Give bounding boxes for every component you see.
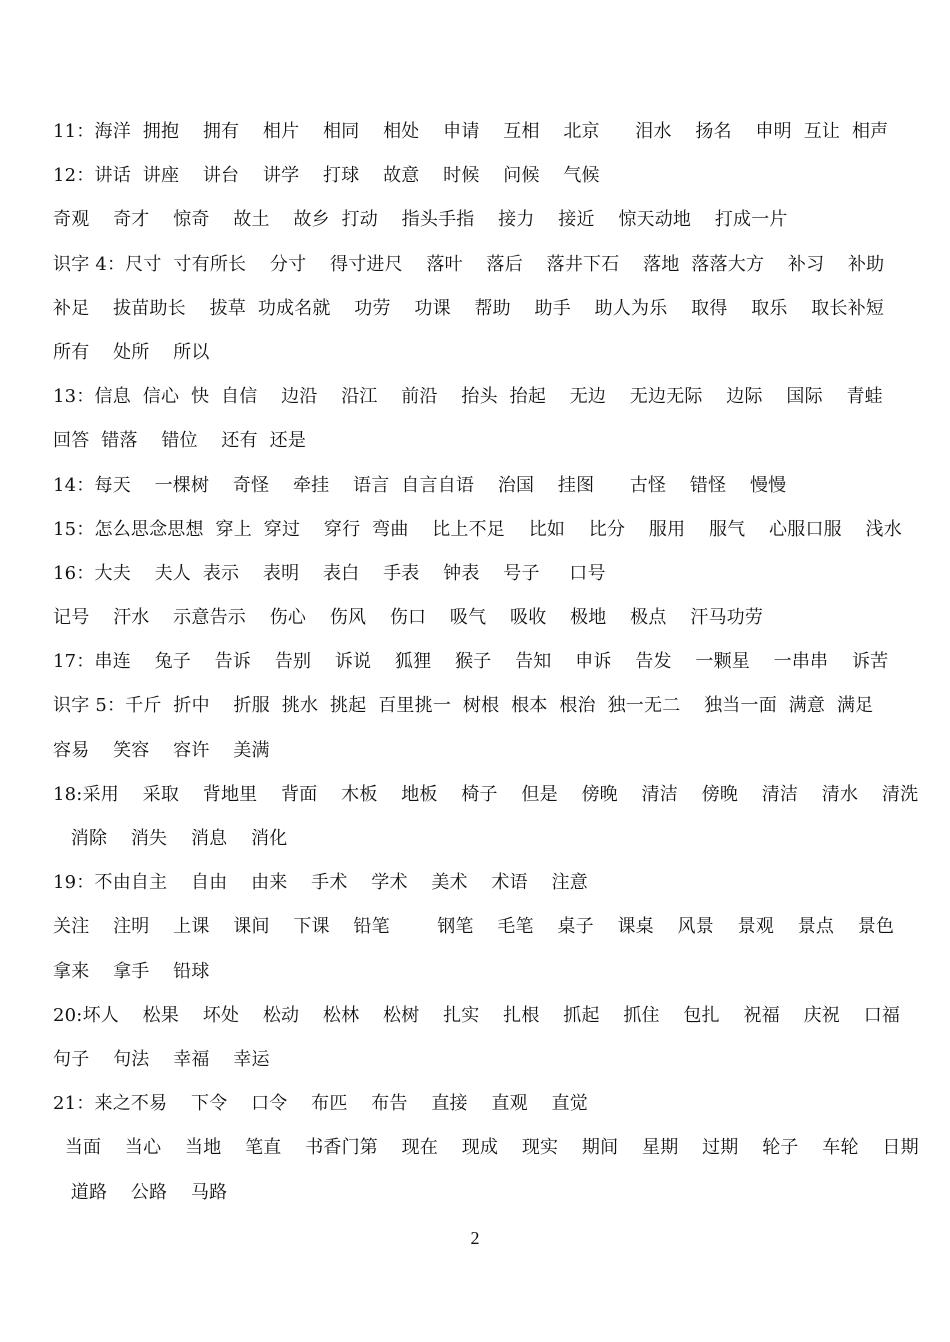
text-line: 道路 公路 马路 bbox=[53, 1181, 228, 1203]
text-line: 20:坏人 松果 坏处 松动 松林 松树 扎实 扎根 抓起 抓住 包扎 祝福 庆祝 口福 bbox=[53, 1004, 901, 1026]
text-line: 补足 拔苗助长 拔草 功成名就 功劳 功课 帮助 助手 助人为乐 取得 取乐 取长补短 bbox=[53, 297, 885, 319]
text-line: 拿来 拿手 铅球 bbox=[53, 960, 210, 982]
text-line: 14：每天 一棵树 奇怪 牵挂 语言 自言自语 治国 挂图 古怪 错怪 慢慢 bbox=[53, 474, 787, 496]
text-line: 消除 消失 消息 消化 bbox=[53, 828, 288, 849]
text-line: 21：来之不易 下令 口令 布匹 布告 直接 直观 直觉 bbox=[53, 1093, 588, 1115]
text-line: 关注 注明 上课 课间 下课 铅笔 钢笔 毛笔 桌子 课桌 风景 景观 景点 景色 bbox=[53, 916, 895, 938]
text-line: 识字 4：尺寸 寸有所长 分寸 得寸进尺 落叶 落后 落井下石 落地 落落大方 补习 补助 bbox=[53, 253, 885, 275]
text-line: 19：不由自主 自由 由来 手术 学术 美术 术语 注意 bbox=[53, 872, 588, 894]
text-line: 所有 处所 所以 bbox=[53, 341, 210, 363]
text-line: 句子 句法 幸福 幸运 bbox=[53, 1048, 270, 1070]
text-line: 当面 当心 当地 笔直 书香门第 现在 现成 现实 期间 星期 过期 轮子 车轮 日期 bbox=[53, 1137, 919, 1159]
text-line: 容易 笑容 容许 美满 bbox=[53, 739, 270, 761]
text-line: 15：怎么思念思想 穿上 穿过 穿行 弯曲 比上不足 比如 比分 服用 服气 心服口服 浅水 bbox=[53, 518, 902, 540]
text-line: 11：海洋 拥抱 拥有 相片 相同 相处 申请 互相 北京 泪水 扬名 申明 互让 相声 bbox=[53, 121, 889, 142]
text-line: 13：信息 信心 快 自信 边沿 沿江 前沿 抬头 抬起 无边 无边无际 边际 国际 青蛙 bbox=[53, 386, 883, 408]
word-list bbox=[53, 116, 919, 1221]
text-line: 奇观 奇才 惊奇 故土 故乡 打动 指头手指 接力 接近 惊天动地 打成一片 bbox=[53, 209, 788, 231]
text-line: 12：讲话 讲座 讲台 讲学 打球 故意 时候 问候 气候 bbox=[53, 165, 600, 187]
text-line: 回答 错落 错位 还有 还是 bbox=[53, 430, 307, 452]
text-line: 识字 5：千斤 折中 折服 挑水 挑起 百里挑一 树根 根本 根治 独一无二 独当一面 满意 满足 bbox=[53, 695, 874, 717]
text-line: 17：串连 兔子 告诉 告别 诉说 狐狸 猴子 告知 申诉 告发 一颗星 一串串 诉苦 bbox=[53, 651, 889, 673]
text-line: 18:采用 采取 背地里 背面 木板 地板 椅子 但是 傍晚 清洁 傍晚 清洁 清水 清洗 bbox=[53, 783, 919, 805]
text-line: 记号 汗水 示意告示 伤心 伤风 伤口 吸气 吸收 极地 极点 汗马功劳 bbox=[53, 607, 764, 629]
text-line: 16：大夫 夫人 表示 表明 表白 手表 钟表 号子 口号 bbox=[53, 562, 606, 584]
page-number: 2 bbox=[470, 1228, 480, 1248]
